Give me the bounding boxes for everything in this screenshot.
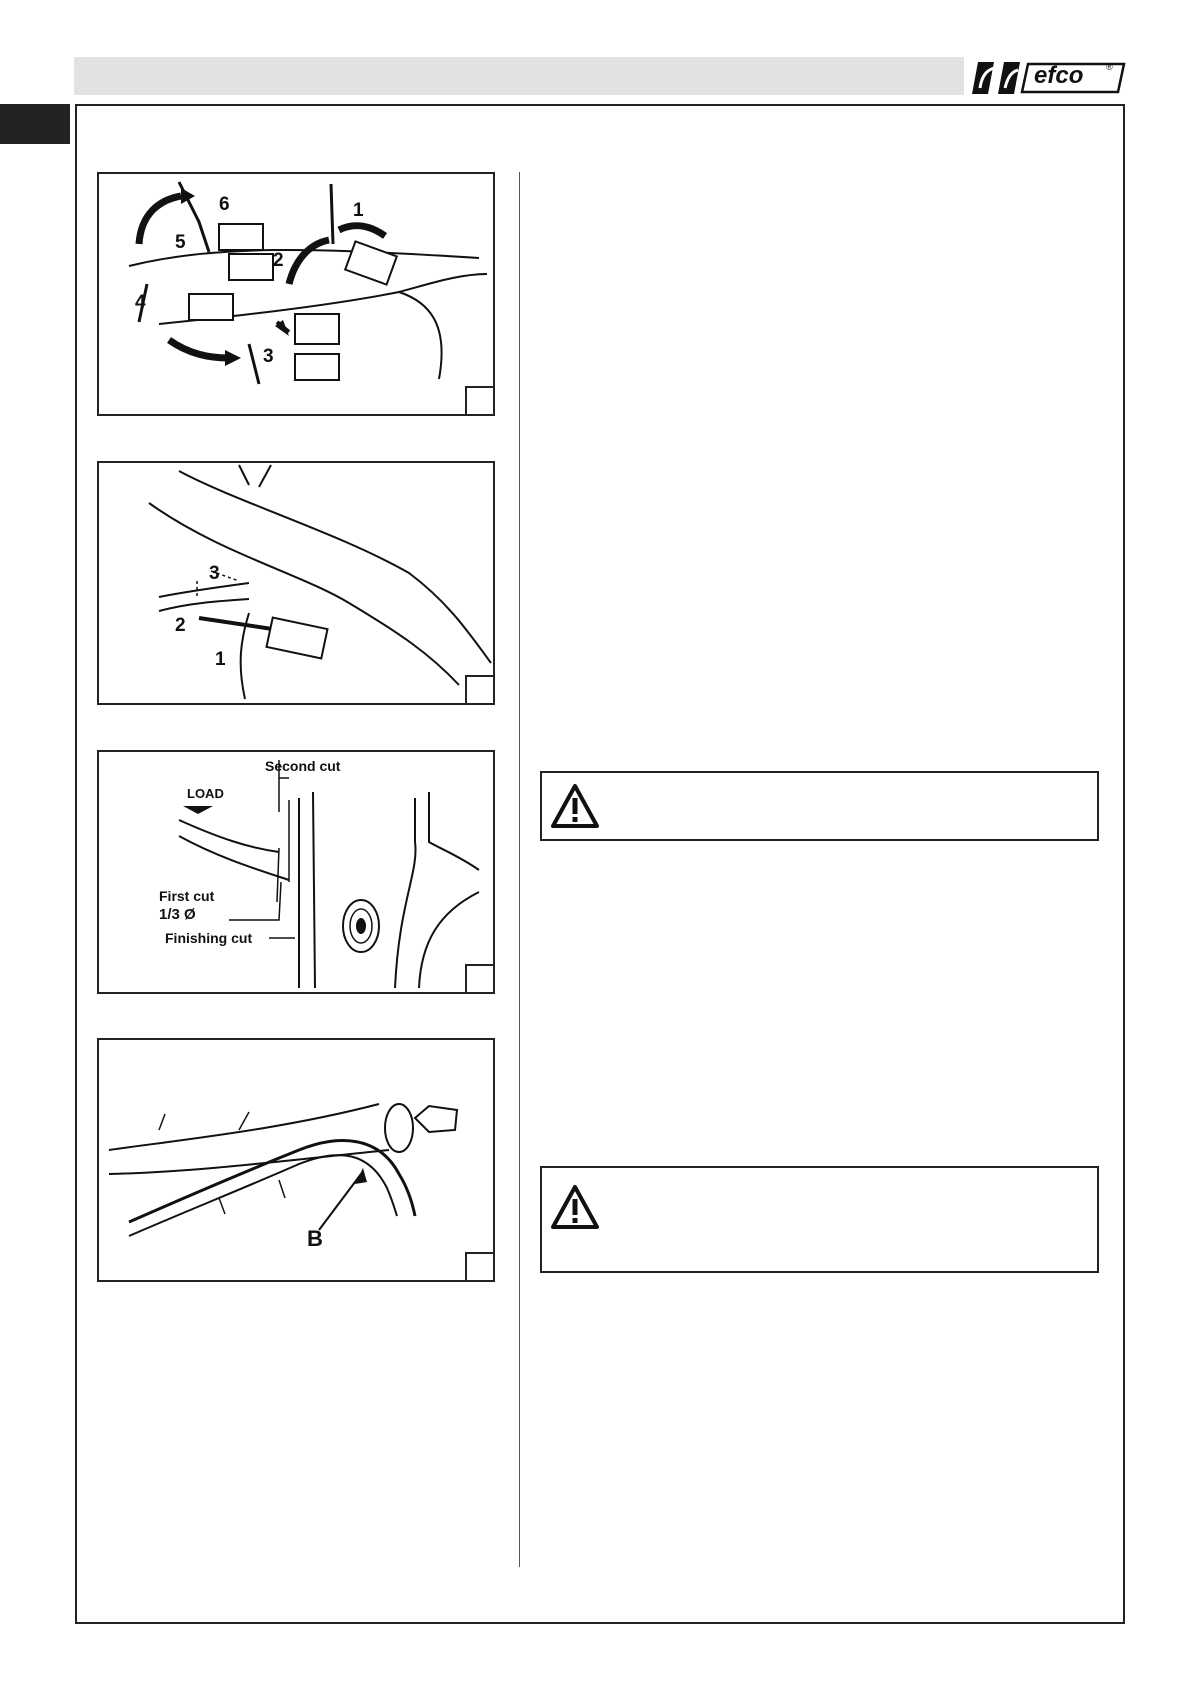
step-label-3: 3 [263,346,274,367]
figure-branch-cut [97,750,495,994]
warning-triangle-icon [550,783,600,829]
finishing-cut-label: Finishing cut [165,930,253,946]
step-label-3: 3 [209,563,220,584]
branch-cut-illustration [99,752,493,992]
brand-name: efco [1034,62,1084,89]
step-label-2: 2 [175,615,186,636]
first-cut-label: First cut [159,888,215,904]
brand-registered-mark: ® [1106,62,1113,72]
efco-logo [968,58,1128,98]
second-cut-label: Second cut [265,758,341,774]
step-label-5: 5 [175,232,186,253]
step-label-6: 6 [219,194,230,215]
warning-triangle-icon [550,1184,600,1230]
figure-limbing-sequence [97,172,495,416]
figure-number-box [465,675,493,703]
step-label-1: 1 [353,200,364,221]
load-label: LOAD [187,786,224,801]
warning-box [540,1166,1099,1273]
section-tab [0,104,70,144]
step-label-2: 2 [273,250,284,271]
figure-number-box [465,1252,493,1280]
limbing-sequence-illustration [99,174,493,414]
header-bar [74,57,964,95]
figure-pruning-order [97,461,495,705]
warning-box [540,771,1099,841]
step-label-4: 4 [135,292,146,313]
spring-pole-illustration [99,1040,493,1280]
pruning-order-illustration [99,463,493,703]
pole-label-b: B [307,1226,323,1251]
column-divider [519,172,520,1567]
figure-number-box [465,964,493,992]
first-cut-ratio-label: 1/3 Ø [159,906,196,923]
figure-spring-pole [97,1038,495,1282]
figure-number-box [465,386,493,414]
step-label-1: 1 [215,649,226,670]
